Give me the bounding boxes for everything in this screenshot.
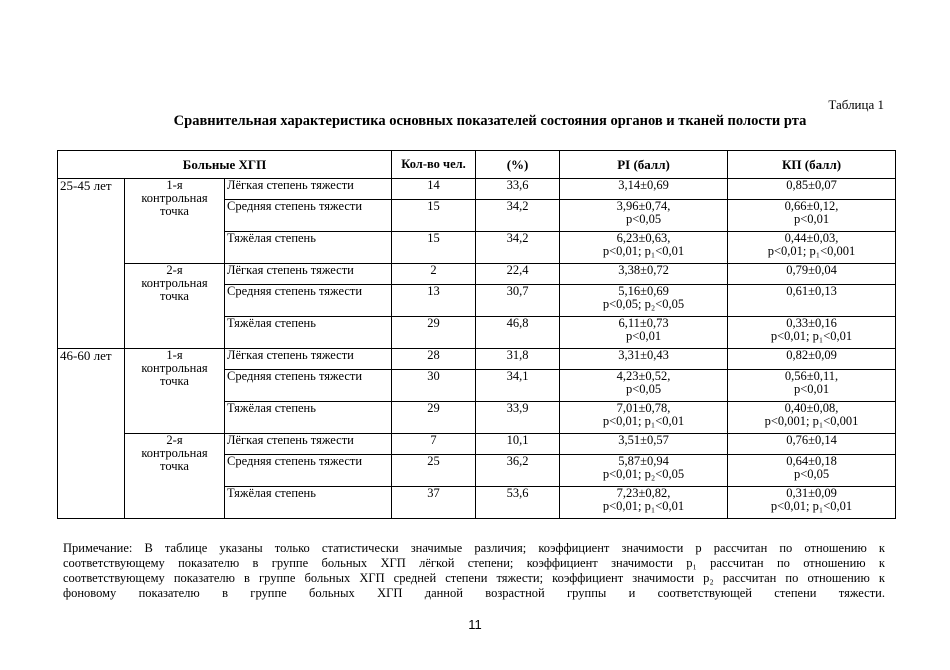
count-cell: 13 bbox=[392, 285, 476, 317]
pi-value-line: p<0,01 bbox=[625, 329, 662, 343]
kp-value-line: 0,33±0,16 bbox=[786, 316, 837, 330]
count-cell: 28 bbox=[392, 349, 476, 370]
kp-cell bbox=[728, 349, 896, 370]
pi-value-line: p<0,01; p₁<0,01 bbox=[602, 414, 685, 428]
kp-value-line: 0,56±0,11, bbox=[784, 369, 839, 383]
pi-cell bbox=[560, 179, 728, 200]
note-line: соответствующему показателю в группе больных ХГП средней степени тяжести; коэффициент значимости р₂ рассчитан по отношению к bbox=[63, 571, 885, 585]
pi-value-line: 3,14±0,69 bbox=[618, 178, 669, 192]
header-pi: PI (балл) bbox=[560, 151, 728, 179]
kp-cell bbox=[728, 264, 896, 285]
data-table bbox=[57, 150, 896, 519]
percent-cell: 36,2 bbox=[476, 455, 560, 487]
pi-cell bbox=[560, 349, 728, 370]
kp-value-line: p<0,01; p₁<0,001 bbox=[767, 244, 856, 258]
pi-value-line: p<0,05 bbox=[625, 212, 662, 226]
count-cell: 37 bbox=[392, 487, 476, 519]
pi-value-line: p<0,01; p₁<0,01 bbox=[602, 244, 685, 258]
pi-value-line: p<0,05; p₂<0,05 bbox=[602, 297, 685, 311]
header-percent: (%) bbox=[476, 151, 560, 179]
control-point-cell: 2-я контрольная точка bbox=[125, 434, 225, 519]
kp-value-line: p<0,05 bbox=[793, 467, 830, 481]
kp-value-line: 0,66±0,12, bbox=[784, 199, 839, 213]
kp-value-line: 0,85±0,07 bbox=[786, 178, 837, 192]
pi-value-line: 4,23±0,52, bbox=[616, 369, 671, 383]
severity-cell: Средняя степень тяжести bbox=[225, 285, 392, 317]
pi-value-line: 6,23±0,63, bbox=[616, 231, 671, 245]
count-cell: 15 bbox=[392, 232, 476, 264]
table-title: Сравнительная характеристика основных показателей состояния органов и тканей полости рта bbox=[173, 113, 807, 129]
percent-cell: 34,2 bbox=[476, 200, 560, 232]
count-cell: 30 bbox=[392, 370, 476, 402]
kp-value-line: p<0,001; p₁<0,001 bbox=[764, 414, 859, 428]
control-point-cell: 2-я контрольная точка bbox=[125, 264, 225, 349]
control-point-cell: 1-я контрольная точка bbox=[125, 179, 225, 264]
percent-cell: 22,4 bbox=[476, 264, 560, 285]
kp-value-line: p<0,01 bbox=[793, 212, 830, 226]
severity-cell: Средняя степень тяжести bbox=[225, 200, 392, 232]
pi-value-line: p<0,01; p₂<0,05 bbox=[602, 467, 685, 481]
kp-value-line: 0,79±0,04 bbox=[786, 263, 837, 277]
percent-cell: 53,6 bbox=[476, 487, 560, 519]
kp-value-line: 0,82±0,09 bbox=[786, 348, 837, 362]
kp-value-line: p<0,01; p₁<0,01 bbox=[770, 499, 853, 513]
severity-cell: Тяжёлая степень bbox=[225, 402, 392, 434]
pi-value-line: 3,38±0,72 bbox=[618, 263, 669, 277]
kp-cell bbox=[728, 402, 896, 434]
count-cell: 25 bbox=[392, 455, 476, 487]
kp-value-line: 0,40±0,08, bbox=[784, 401, 839, 415]
pi-value-line: 3,51±0,57 bbox=[618, 433, 669, 447]
kp-value-line: 0,61±0,13 bbox=[786, 284, 837, 298]
percent-cell: 10,1 bbox=[476, 434, 560, 455]
pi-cell bbox=[560, 434, 728, 455]
age-group-cell: 25-45 лет bbox=[58, 179, 125, 349]
table-header-row bbox=[58, 151, 896, 179]
kp-cell bbox=[728, 434, 896, 455]
pi-cell bbox=[560, 402, 728, 434]
percent-cell: 30,7 bbox=[476, 285, 560, 317]
percent-cell: 31,8 bbox=[476, 349, 560, 370]
table-body bbox=[58, 179, 896, 519]
percent-cell: 33,9 bbox=[476, 402, 560, 434]
count-cell: 29 bbox=[392, 317, 476, 349]
pi-cell bbox=[560, 370, 728, 402]
table-row bbox=[58, 179, 896, 200]
kp-cell bbox=[728, 370, 896, 402]
severity-cell: Лёгкая степень тяжести bbox=[225, 179, 392, 200]
kp-cell bbox=[728, 285, 896, 317]
pi-value-line: 5,16±0,69 bbox=[618, 284, 669, 298]
kp-cell bbox=[728, 487, 896, 519]
severity-cell: Тяжёлая степень bbox=[225, 232, 392, 264]
page-number: 11 bbox=[468, 617, 482, 632]
header-kp: КП (балл) bbox=[728, 151, 896, 179]
severity-cell: Лёгкая степень тяжести bbox=[225, 264, 392, 285]
note-line: Примечание: В таблице указаны только статистически значимые различия; коэффициент значимости р рассчитан по отношению к bbox=[63, 541, 885, 555]
kp-cell bbox=[728, 455, 896, 487]
pi-value-line: 7,23±0,82, bbox=[616, 486, 671, 500]
pi-value-line: 3,96±0,74, bbox=[616, 199, 671, 213]
age-group-cell: 46-60 лет bbox=[58, 349, 125, 519]
pi-cell bbox=[560, 264, 728, 285]
pi-value-line: 7,01±0,78, bbox=[616, 401, 671, 415]
severity-cell: Лёгкая степень тяжести bbox=[225, 434, 392, 455]
kp-value-line: 0,76±0,14 bbox=[786, 433, 837, 447]
pi-value-line: 3,31±0,43 bbox=[618, 348, 669, 362]
kp-value-line: p<0,01 bbox=[793, 382, 830, 396]
pi-value-line: p<0,05 bbox=[625, 382, 662, 396]
table-row bbox=[58, 264, 896, 285]
severity-cell: Тяжёлая степень bbox=[225, 317, 392, 349]
header-count: Кол-во чел. bbox=[392, 151, 476, 179]
count-cell: 29 bbox=[392, 402, 476, 434]
note-line: соответствующему показателю в группе больных ХГП лёгкой степени; коэффициент значимости р₁ рассчитан по отношению к bbox=[63, 556, 885, 570]
note-line: фоновому показателю в группе больных ХГП данной возрастной группы и соответствующей степени тяжести. bbox=[63, 586, 885, 600]
kp-value-line: p<0,01; p₁<0,01 bbox=[770, 329, 853, 343]
severity-cell: Тяжёлая степень bbox=[225, 487, 392, 519]
kp-cell bbox=[728, 317, 896, 349]
table-row bbox=[58, 349, 896, 370]
table-note bbox=[63, 541, 885, 601]
pi-cell bbox=[560, 200, 728, 232]
percent-cell: 46,8 bbox=[476, 317, 560, 349]
percent-cell: 34,1 bbox=[476, 370, 560, 402]
count-cell: 7 bbox=[392, 434, 476, 455]
pi-cell bbox=[560, 487, 728, 519]
kp-value-line: 0,64±0,18 bbox=[786, 454, 837, 468]
pi-value-line: 6,11±0,73 bbox=[618, 316, 669, 330]
kp-cell bbox=[728, 232, 896, 264]
kp-value-line: 0,44±0,03, bbox=[784, 231, 839, 245]
count-cell: 15 bbox=[392, 200, 476, 232]
kp-cell bbox=[728, 179, 896, 200]
severity-cell: Лёгкая степень тяжести bbox=[225, 349, 392, 370]
header-patients: Больные ХГП bbox=[58, 151, 392, 179]
severity-cell: Средняя степень тяжести bbox=[225, 455, 392, 487]
pi-cell bbox=[560, 317, 728, 349]
table-row bbox=[58, 434, 896, 455]
severity-cell: Средняя степень тяжести bbox=[225, 370, 392, 402]
kp-value-line: 0,31±0,09 bbox=[786, 486, 837, 500]
pi-value-line: 5,87±0,94 bbox=[618, 454, 669, 468]
pi-cell bbox=[560, 455, 728, 487]
pi-cell bbox=[560, 232, 728, 264]
control-point-cell: 1-я контрольная точка bbox=[125, 349, 225, 434]
percent-cell: 34,2 bbox=[476, 232, 560, 264]
count-cell: 2 bbox=[392, 264, 476, 285]
table-number: Таблица 1 bbox=[828, 97, 884, 112]
percent-cell: 33,6 bbox=[476, 179, 560, 200]
pi-cell bbox=[560, 285, 728, 317]
pi-value-line: p<0,01; p₁<0,01 bbox=[602, 499, 685, 513]
kp-cell bbox=[728, 200, 896, 232]
count-cell: 14 bbox=[392, 179, 476, 200]
